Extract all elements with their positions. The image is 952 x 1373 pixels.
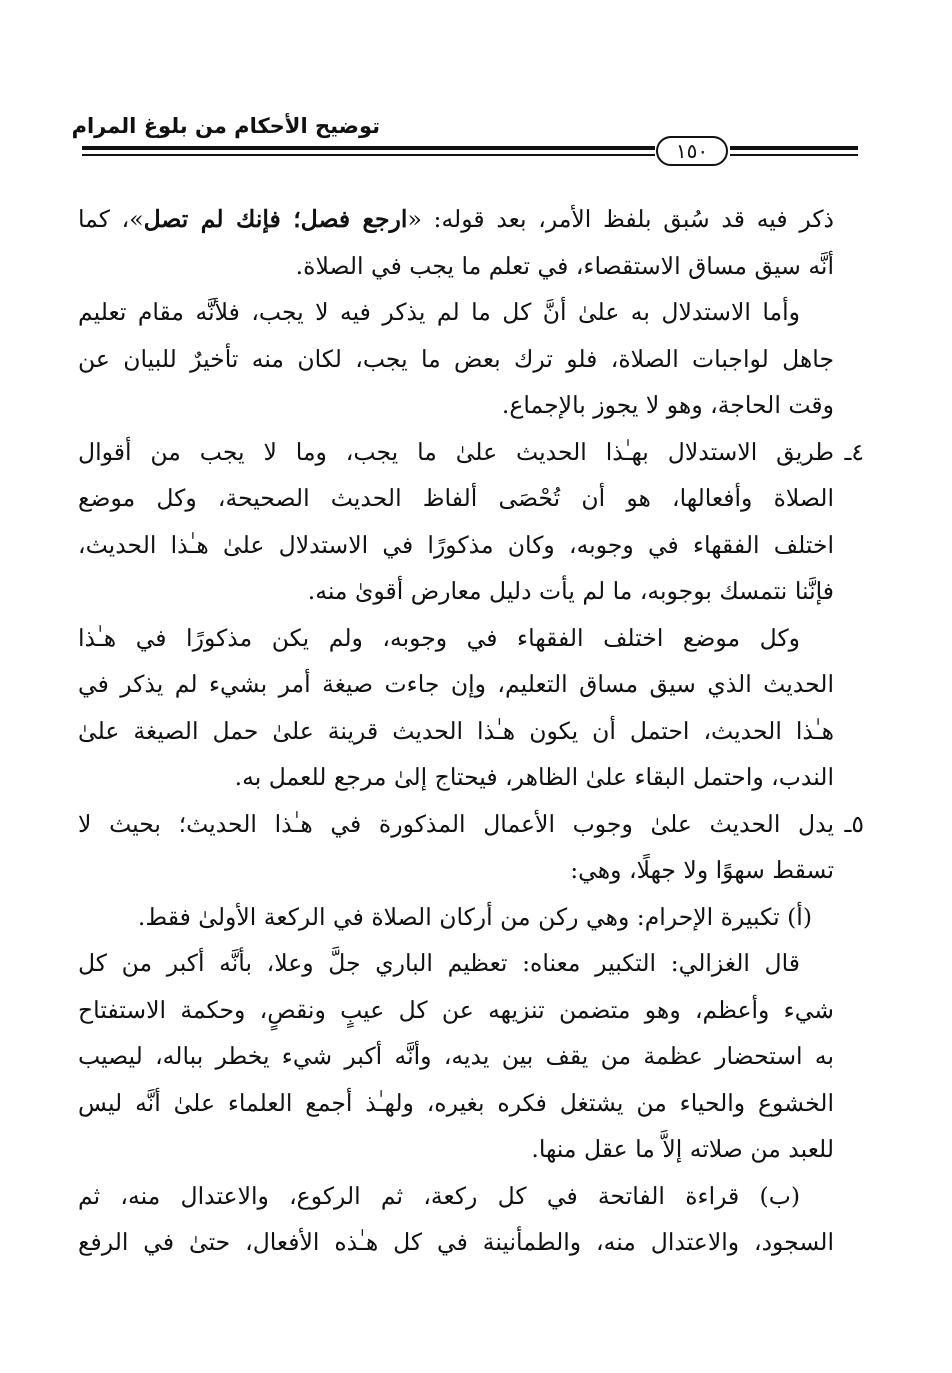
page-number-text: ١٥٠ xyxy=(675,139,709,163)
header-rule-thin-left xyxy=(82,154,655,156)
text-line: (ب) قراءة الفاتحة في كل ركعة، ثم الركوع، والاعتدال منه، ثم xyxy=(78,1181,800,1210)
text-line: اختلف الفقهاء في وجوبه، وكان مذكورًا في الاستدلال علىٰ هـٰذا الحديث، xyxy=(78,530,834,559)
text-line: (أ) تكبيرة الإحرام: وهي ركن من أركان الصلاة في الركعة الأولىٰ فقط. xyxy=(137,902,812,931)
text-line: جاهل لواجبات الصلاة، فلو ترك بعض ما يجب، لكان منه تأخيرٌ للبيان عن xyxy=(78,344,834,373)
text-line-part: »، كما xyxy=(78,205,144,233)
header-rule-thin-right xyxy=(730,154,858,156)
numbered-item-line xyxy=(78,801,864,848)
text-line: تسقط سهوًا ولا جهلًا، وهي: xyxy=(570,856,834,884)
text-line-part: ذكر فيه قد سُبق بلفظ الأمر، بعد قوله: « xyxy=(407,205,834,233)
header-rule-thick-right xyxy=(730,146,858,150)
text-line-part: طريق الاستدلال بهـٰذا الحديث علىٰ ما يجب، وما لا يجب من أقوال xyxy=(78,437,834,466)
numbered-item-line xyxy=(78,429,864,476)
text-line: وأما الاستدلال به علىٰ أنَّ كل ما لم يذكر فيه لا يجب، فلأنَّه مقام تعليم xyxy=(78,298,800,326)
text-line: الصلاة وأفعالها، هو أن تُحْصَى ألفاظ الحديث الصحيحة، وكل موضع xyxy=(78,484,834,512)
header-rule-thick-left xyxy=(82,146,655,150)
text-line: شيء وأعظم، وهو متضمن تنزيهه عن كل عيبٍ ونقصٍ، وحكمة الاستفتاح xyxy=(78,995,834,1024)
text-line: الندب، واحتمل البقاء علىٰ الظاهر، فيحتاج إلىٰ مرجع للعمل به. xyxy=(234,763,834,791)
text-line: فإنَّنا نتمسك بوجوبه، ما لم يأت دليل معارض أقوىٰ منه. xyxy=(307,577,834,605)
text-line: للعبد من صلاته إلاَّ ما عقل منها. xyxy=(531,1135,834,1163)
text-line: هـٰذا الحديث، احتمل أن يكون هـٰذا الحديث قرينة علىٰ حمل الصيغة علىٰ xyxy=(78,716,834,745)
running-header-title-text: توضيح الأحكام من بلوغ المرام xyxy=(71,114,380,138)
text-line: وقت الحاجة، وهو لا يجوز بالإجماع. xyxy=(501,391,834,419)
text-line xyxy=(78,196,834,243)
running-header-title xyxy=(71,112,380,140)
text-line-part: يدل الحديث علىٰ وجوب الأعمال المذكورة في هـٰذا الحديث؛ بحيث لا xyxy=(78,809,834,838)
item-number: ٤ـ xyxy=(844,437,864,466)
text-line: السجود، والاعتدال منه، والطمأنينة في كل هـٰذه الأفعال، حتىٰ في الرفع xyxy=(78,1228,834,1256)
text-line: أنَّه سيق مساق الاستقصاء، في تعلم ما يجب في الصلاة. xyxy=(295,251,834,280)
text-line: قال الغزالي: التكبير معناه: تعظيم الباري جلَّ وعلا، بأنَّه أكبر من كل xyxy=(78,949,800,977)
text-line: به استحضار عظمة من يقف بين يديه، وأنَّه أكبر شيء يخطر بباله، ليصيب xyxy=(78,1042,834,1070)
page-body xyxy=(78,196,864,1266)
item-number: ٥ـ xyxy=(844,809,864,838)
text-line: الحديث الذي سيق مساق التعليم، وإن جاءت صيغة أمر بشيء لم يذكر في xyxy=(78,670,834,698)
text-line: وكل موضع اختلف الفقهاء في وجوبه، ولم يكن مذكورًا في هـٰذا xyxy=(78,623,800,652)
quoted-hadith-text: ارجع فصل؛ فإنك لم تصل xyxy=(143,205,408,233)
page-number xyxy=(656,136,728,166)
text-line: الخشوع والحياء من يشتغل فكره بغيره، ولهـٰذ أجمع العلماء علىٰ أنَّه ليس xyxy=(78,1088,834,1117)
